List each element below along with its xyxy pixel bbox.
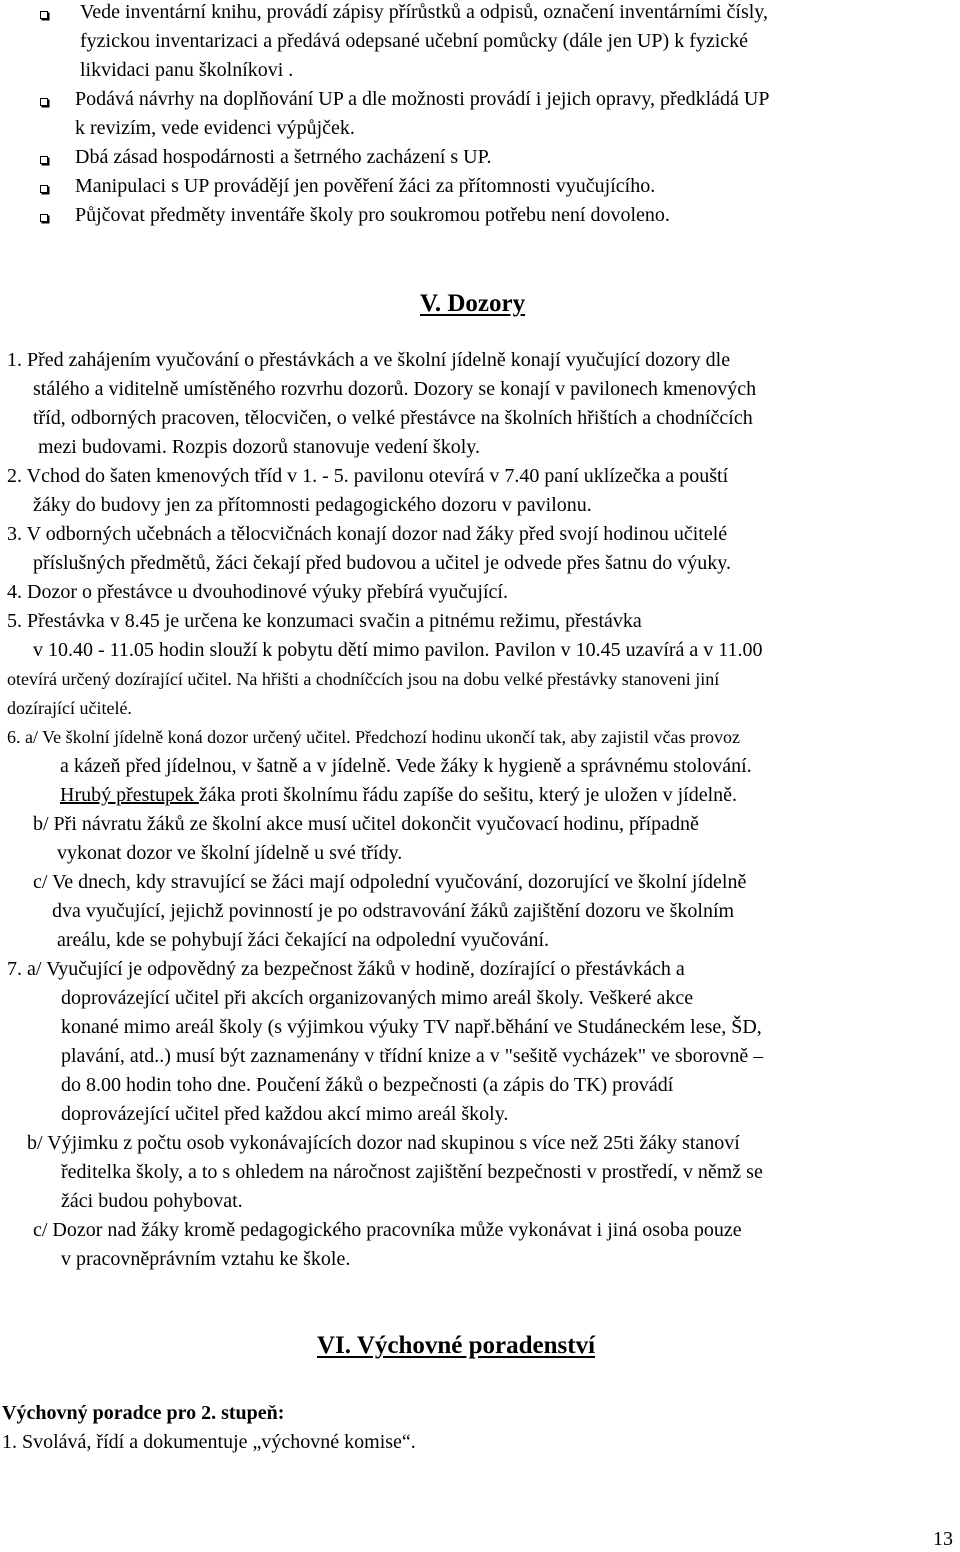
checkbox-bullet-icon	[40, 156, 48, 164]
paragraph-line: stálého a viditelně umístěného rozvrhu dozorů. Dozory se konají v pavilonech kmenových	[33, 378, 757, 400]
paragraph-line: v pracovněprávním vztahu ke škole.	[61, 1248, 351, 1270]
paragraph-line: ředitelka školy, a to s ohledem na náročnost zajištění bezpečnosti v prostředí, v němž se	[61, 1161, 763, 1183]
paragraph-line: do 8.00 hodin toho dne. Poučení žáků o bezpečnosti (a zápis do TK) provádí	[61, 1074, 674, 1096]
bullet-text: Manipulaci s UP provádějí jen pověření žáci za přítomnosti vyučujícího.	[75, 175, 656, 197]
paragraph-line: otevírá určený dozírající učitel. Na hřišti a chodníčcích jsou na dobu velké přestávky stanoveni jiní	[7, 669, 720, 689]
paragraph-line: doprovázející učitel při akcích organizovaných mimo areál školy. Veškeré akce	[61, 987, 694, 1009]
paragraph-line: 1. Před zahájením vyučování o přestávkách a ve školní jídelně konají vyučující dozory dle	[7, 349, 731, 371]
paragraph-line: dva vyučující, jejichž povinností je po odstravování žáků zajištění dozoru ve školním	[52, 900, 735, 922]
subheading: Výchovný poradce pro 2. stupeň:	[2, 1402, 285, 1424]
paragraph-line: 6. a/ Ve školní jídelně koná dozor určený učitel. Předchozí hodinu ukončí tak, aby zajistil včas provoz	[7, 727, 740, 747]
bullet-text: likvidaci panu školníkovi .	[80, 59, 294, 81]
paragraph-line: mezi budovami. Rozpis dozorů stanovuje vedení školy.	[38, 436, 480, 458]
paragraph-line: b/ Výjimku z počtu osob vykonávajících dozor nad skupinou s více než 25ti žáky stanoví	[27, 1132, 740, 1154]
paragraph-line: areálu, kde se pohybují žáci čekající na odpolední vyučování.	[57, 929, 550, 951]
paragraph-line: žáky do budovy jen za přítomnosti pedagogického dozoru v pavilonu.	[33, 494, 592, 516]
checkbox-bullet-icon	[40, 11, 48, 19]
paragraph-line: 2. Vchod do šaten kmenových tříd v 1. - 5. pavilonu otevírá v 7.40 paní uklízečka a pouští	[7, 465, 729, 487]
paragraph-line: konané mimo areál školy (s výjimkou výuky TV např.běhání ve Studáneckém lese, ŠD,	[61, 1016, 762, 1038]
section-heading-dozory: V. Dozory	[420, 290, 526, 317]
bullet-text: Půjčovat předměty inventáře školy pro soukromou potřebu není dovoleno.	[75, 204, 670, 226]
checkbox-bullet-icon	[40, 185, 48, 193]
paragraph-line: c/ Dozor nad žáky kromě pedagogického pracovníka může vykonávat i jiná osoba pouze	[33, 1219, 742, 1241]
paragraph-line: žáci budou pohybovat.	[61, 1190, 243, 1212]
paragraph-line: 5. Přestávka v 8.45 je určena ke konzumaci svačin a pitnému režimu, přestávka	[7, 610, 642, 632]
paragraph-line-rule	[60, 784, 737, 807]
bullet-text: Podává návrhy na doplňování UP a dle možnosti provádí i jejich opravy, předkládá UP	[75, 88, 770, 110]
paragraph-line: plavání, atd..) musí být zaznamenány v třídní knize a v "sešitě vycházek" ve sborovně –	[61, 1045, 764, 1067]
page-number: 13	[933, 1528, 953, 1550]
paragraph-line: dozírající učitelé.	[7, 698, 132, 718]
checkbox-bullet-icon	[40, 214, 48, 222]
paragraph-line: 4. Dozor o přestávce u dvouhodinové výuky přebírá vyučující.	[7, 581, 508, 603]
section-heading-vychovne-poradenstvi: VI. Výchovné poradenství	[317, 1332, 596, 1359]
paragraph-line: doprovázející učitel před každou akcí mimo areál školy.	[61, 1103, 509, 1125]
paragraph-line: 7. a/ Vyučující je odpovědný za bezpečnost žáků v hodině, dozírající o přestávkách a	[7, 958, 685, 980]
paragraph-line: 3. V odborných učebnách a tělocvičnách konají dozor nad žáky před svojí hodinou učitelé	[7, 523, 728, 545]
paragraph-line: v 10.40 - 11.05 hodin slouží k pobytu dětí mimo pavilon. Pavilon v 10.45 uzavírá a v 11.00	[33, 639, 763, 661]
paragraph-line: 1. Svolává, řídí a dokumentuje „výchovné komise“.	[2, 1431, 416, 1453]
paragraph-line: c/ Ve dnech, kdy stravující se žáci mají odpolední vyučování, dozorující ve školní jídelně	[33, 871, 747, 893]
paragraph-line: vykonat dozor ve školní jídelně u své třídy.	[57, 842, 403, 864]
line-rest: žáka proti školnímu řádu zapíše do sešitu, který je uložen v jídelně.	[198, 784, 738, 806]
bullet-text: Dbá zásad hospodárnosti a šetrného zacházení s UP.	[75, 146, 492, 168]
bullet-text: Vede inventární knihu, provádí zápisy přírůstků a odpisů, označení inventárními čísly,	[80, 1, 768, 23]
paragraph-line: a kázeň před jídelnou, v šatně a v jídelně. Vede žáky k hygieně a správnému stolování.	[60, 755, 752, 777]
checkbox-bullet-icon	[40, 98, 48, 106]
paragraph-line: b/ Při návratu žáků ze školní akce musí učitel dokončit vyučovací hodinu, případně	[33, 813, 699, 835]
paragraph-line: příslušných předmětů, žáci čekají před budovou a učitel je odvede přes šatnu do výuky.	[33, 552, 731, 574]
underlined-term: Hrubý přestupek	[60, 784, 199, 806]
bullet-text: fyzickou inventarizaci a předává odepsané učební pomůcky (dále jen UP) k fyzické	[80, 30, 749, 52]
paragraph-line: tříd, odborných pracoven, tělocvičen, o velké přestávce na školních hřištích a chodníčcích	[33, 407, 753, 429]
bullet-text: k revizím, vede evidenci výpůjček.	[75, 117, 355, 139]
